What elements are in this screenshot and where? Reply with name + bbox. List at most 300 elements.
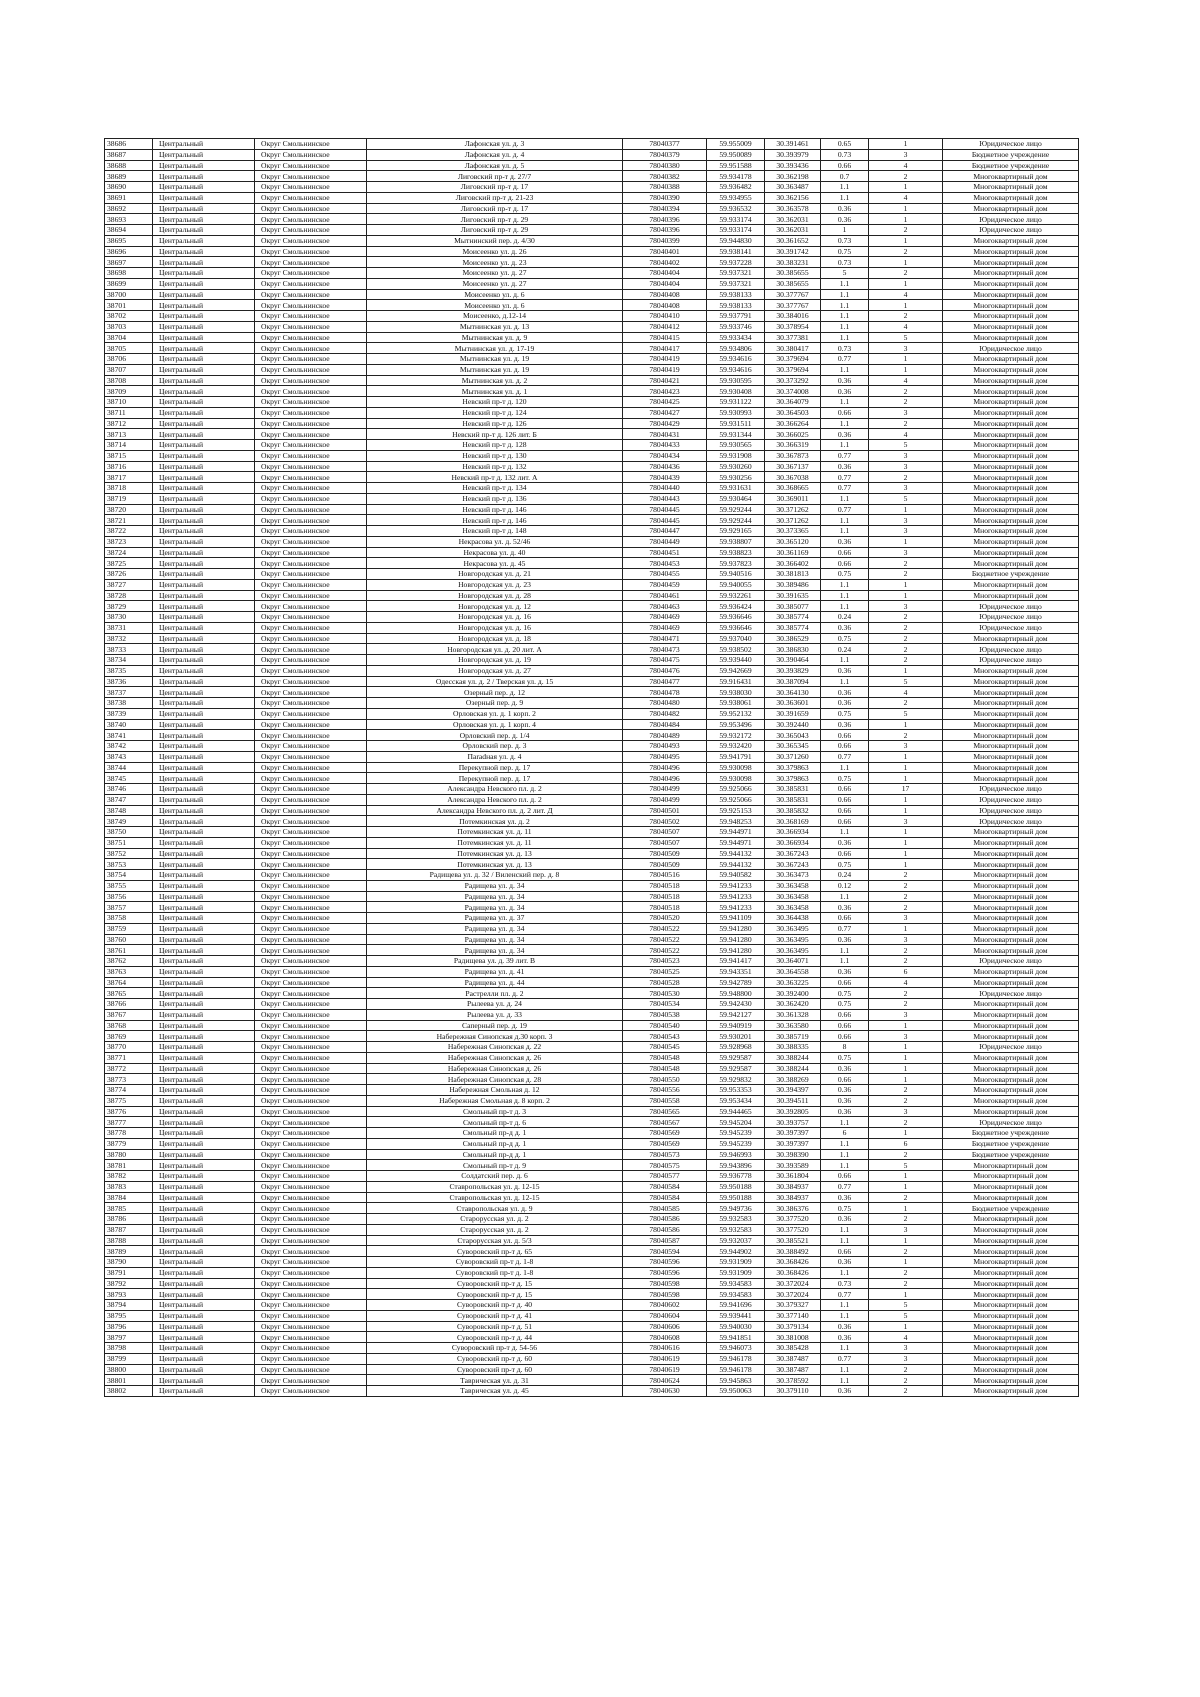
address-cell: Невский пр-т д. 136 (367, 493, 623, 504)
longitude-cell: 30.363495 (765, 923, 821, 934)
count-cell: 1 (869, 1052, 943, 1063)
record-id-cell: 38792 (105, 1278, 153, 1289)
longitude-cell: 30.366934 (765, 837, 821, 848)
type-cell: Многоквартирный дом (943, 461, 1079, 472)
type-cell: Многоквартирный дом (943, 1020, 1079, 1031)
record-id-cell: 38766 (105, 999, 153, 1010)
code-cell: 78040509 (623, 848, 707, 859)
table-row (105, 1052, 1079, 1063)
district-cell: Центральный (153, 590, 255, 601)
address-cell: Радищева ул. д. 37 (367, 913, 623, 924)
latitude-cell: 59.931908 (707, 450, 765, 461)
table-row (105, 956, 1079, 967)
record-id-cell: 38786 (105, 1214, 153, 1225)
record-id-cell: 38714 (105, 440, 153, 451)
type-cell: Многоквартирный дом (943, 687, 1079, 698)
code-cell: 78040412 (623, 321, 707, 332)
longitude-cell: 30.363495 (765, 934, 821, 945)
longitude-cell: 30.371260 (765, 751, 821, 762)
record-id-cell: 38696 (105, 246, 153, 257)
municipality-cell: Округ Смольнинское (255, 1310, 367, 1321)
municipality-cell: Округ Смольнинское (255, 1300, 367, 1311)
count-cell: 3 (869, 343, 943, 354)
municipality-cell: Округ Смольнинское (255, 1321, 367, 1332)
address-cell: Радищева ул. д. 34 (367, 923, 623, 934)
address-cell: Невский пр-т д. 130 (367, 450, 623, 461)
code-cell: 78040534 (623, 999, 707, 1010)
code-cell: 78040380 (623, 160, 707, 171)
demand-cell: 0.36 (821, 902, 869, 913)
count-cell: 3 (869, 526, 943, 537)
code-cell: 78040586 (623, 1214, 707, 1225)
demand-cell: 0.36 (821, 1257, 869, 1268)
table-row (105, 1009, 1079, 1020)
municipality-cell: Округ Смольнинское (255, 870, 367, 881)
district-cell: Центральный (153, 988, 255, 999)
latitude-cell: 59.938141 (707, 246, 765, 257)
type-cell: Многоквартирный дом (943, 1289, 1079, 1300)
longitude-cell: 30.386529 (765, 633, 821, 644)
demand-cell: 0.36 (821, 966, 869, 977)
code-cell: 78040396 (623, 225, 707, 236)
count-cell: 1 (869, 1321, 943, 1332)
district-cell: Центральный (153, 547, 255, 558)
address-cell: Александра Невского пл. д. 2 (367, 794, 623, 805)
code-cell: 78040598 (623, 1289, 707, 1300)
demand-cell: 0.75 (821, 633, 869, 644)
code-cell: 78040556 (623, 1085, 707, 1096)
type-cell: Многоквартирный дом (943, 1267, 1079, 1278)
municipality-cell: Округ Смольнинское (255, 665, 367, 676)
address-cell: Орловский пер. д. 3 (367, 741, 623, 752)
longitude-cell: 30.363458 (765, 880, 821, 891)
count-cell: 2 (869, 397, 943, 408)
district-cell: Центральный (153, 515, 255, 526)
municipality-cell: Округ Смольнинское (255, 289, 367, 300)
address-cell: Новгородская ул. д. 27 (367, 665, 623, 676)
record-id-cell: 38751 (105, 837, 153, 848)
latitude-cell: 59.936646 (707, 622, 765, 633)
demand-cell: 1.1 (821, 300, 869, 311)
longitude-cell: 30.387487 (765, 1353, 821, 1364)
code-cell: 78040478 (623, 687, 707, 698)
count-cell: 4 (869, 375, 943, 386)
type-cell: Бюджетное учреждение (943, 1138, 1079, 1149)
record-id-cell: 38743 (105, 751, 153, 762)
latitude-cell: 59.931909 (707, 1257, 765, 1268)
demand-cell: 0.66 (821, 1031, 869, 1042)
latitude-cell: 59.933746 (707, 321, 765, 332)
address-cell: Таврическая ул. д. 45 (367, 1386, 623, 1397)
count-cell: 1 (869, 504, 943, 515)
type-cell: Многоквартирный дом (943, 1063, 1079, 1074)
address-cell: Радищева ул. д. 34 (367, 945, 623, 956)
district-cell: Центральный (153, 300, 255, 311)
address-cell: Невский пр-т д. 126 (367, 418, 623, 429)
type-cell: Многоквартирный дом (943, 1310, 1079, 1321)
table-row (105, 730, 1079, 741)
count-cell: 5 (869, 493, 943, 504)
table-row (105, 1106, 1079, 1117)
count-cell: 1 (869, 837, 943, 848)
municipality-cell: Округ Смольнинское (255, 977, 367, 988)
type-cell: Многоквартирный дом (943, 1224, 1079, 1235)
demand-cell: 1.1 (821, 1310, 869, 1321)
demand-cell: 1.1 (821, 1224, 869, 1235)
record-id-cell: 38703 (105, 321, 153, 332)
count-cell: 4 (869, 321, 943, 332)
address-cell: Невский пр-т д. 120 (367, 397, 623, 408)
longitude-cell: 30.365120 (765, 536, 821, 547)
record-id-cell: 38735 (105, 665, 153, 676)
table-row (105, 558, 1079, 569)
municipality-cell: Округ Смольнинское (255, 923, 367, 934)
address-cell: Смольный пр-т д. 3 (367, 1106, 623, 1117)
district-cell: Центральный (153, 859, 255, 870)
code-cell: 78040495 (623, 751, 707, 762)
demand-cell: 1.1 (821, 418, 869, 429)
municipality-cell: Округ Смольнинское (255, 375, 367, 386)
longitude-cell: 30.379327 (765, 1300, 821, 1311)
table-row (105, 859, 1079, 870)
count-cell: 1 (869, 827, 943, 838)
latitude-cell: 59.939441 (707, 1310, 765, 1321)
table-row (105, 268, 1079, 279)
record-id-cell: 38724 (105, 547, 153, 558)
longitude-cell: 30.363458 (765, 902, 821, 913)
address-cell: Мытнинская ул. д. 2 (367, 375, 623, 386)
count-cell: 2 (869, 1085, 943, 1096)
municipality-cell: Округ Смольнинское (255, 1117, 367, 1128)
latitude-cell: 59.948800 (707, 988, 765, 999)
longitude-cell: 30.379134 (765, 1321, 821, 1332)
type-cell: Многоквартирный дом (943, 1052, 1079, 1063)
longitude-cell: 30.390464 (765, 655, 821, 666)
municipality-cell: Округ Смольнинское (255, 300, 367, 311)
demand-cell: 0.66 (821, 977, 869, 988)
type-cell: Многоквартирный дом (943, 418, 1079, 429)
record-id-cell: 38736 (105, 676, 153, 687)
address-cell: Лафонская ул. д. 3 (367, 139, 623, 150)
table-row (105, 827, 1079, 838)
record-id-cell: 38690 (105, 182, 153, 193)
address-cell: Набережная Синопская д.30 корп. 3 (367, 1031, 623, 1042)
demand-cell: 0.36 (821, 622, 869, 633)
municipality-cell: Округ Смольнинское (255, 1106, 367, 1117)
count-cell: 1 (869, 300, 943, 311)
municipality-cell: Округ Смольнинское (255, 1052, 367, 1063)
table-row (105, 311, 1079, 322)
table-row (105, 665, 1079, 676)
demand-cell: 0.75 (821, 246, 869, 257)
address-cell: Лиговский пр-т д. 29 (367, 214, 623, 225)
count-cell: 1 (869, 536, 943, 547)
demand-cell: 0.66 (821, 1020, 869, 1031)
code-cell: 78040476 (623, 665, 707, 676)
address-cell: Суворовский пр-т д. 1-8 (367, 1267, 623, 1278)
table-row (105, 483, 1079, 494)
table-row (105, 633, 1079, 644)
demand-cell: 0.66 (821, 913, 869, 924)
longitude-cell: 30.365345 (765, 741, 821, 752)
table-row (105, 1364, 1079, 1375)
longitude-cell: 30.368665 (765, 483, 821, 494)
record-id-cell: 38686 (105, 139, 153, 150)
latitude-cell: 59.929165 (707, 526, 765, 537)
code-cell: 78040496 (623, 762, 707, 773)
table-row (105, 386, 1079, 397)
demand-cell: 0.66 (821, 558, 869, 569)
longitude-cell: 30.398390 (765, 1149, 821, 1160)
demand-cell: 1.1 (821, 182, 869, 193)
record-id-cell: 38784 (105, 1192, 153, 1203)
address-cell: Суворовский пр-т д. 1-8 (367, 1257, 623, 1268)
municipality-cell: Округ Смольнинское (255, 676, 367, 687)
code-cell: 78040396 (623, 214, 707, 225)
municipality-cell: Округ Смольнинское (255, 407, 367, 418)
type-cell: Многоквартирный дом (943, 1095, 1079, 1106)
municipality-cell: Округ Смольнинское (255, 386, 367, 397)
code-cell: 78040630 (623, 1386, 707, 1397)
longitude-cell: 30.367873 (765, 450, 821, 461)
municipality-cell: Округ Смольнинское (255, 1160, 367, 1171)
record-id-cell: 38705 (105, 343, 153, 354)
count-cell: 3 (869, 1224, 943, 1235)
longitude-cell: 30.387487 (765, 1364, 821, 1375)
latitude-cell: 59.929244 (707, 515, 765, 526)
type-cell: Многоквартирный дом (943, 945, 1079, 956)
count-cell: 1 (869, 235, 943, 246)
latitude-cell: 59.944465 (707, 1106, 765, 1117)
table-row (105, 1085, 1079, 1096)
code-cell: 78040596 (623, 1257, 707, 1268)
address-cell: Невский пр-т д. 128 (367, 440, 623, 451)
district-cell: Центральный (153, 633, 255, 644)
district-cell: Центральный (153, 665, 255, 676)
table-row (105, 1063, 1079, 1074)
type-cell: Многоквартирный дом (943, 332, 1079, 343)
record-id-cell: 38750 (105, 827, 153, 838)
demand-cell: 0.24 (821, 612, 869, 623)
district-cell: Центральный (153, 1203, 255, 1214)
code-cell: 78040602 (623, 1300, 707, 1311)
code-cell: 78040548 (623, 1063, 707, 1074)
longitude-cell: 30.392805 (765, 1106, 821, 1117)
demand-cell: 0.36 (821, 1332, 869, 1343)
count-cell: 5 (869, 1300, 943, 1311)
code-cell: 78040427 (623, 407, 707, 418)
code-cell: 78040469 (623, 612, 707, 623)
type-cell: Многоквартирный дом (943, 719, 1079, 730)
type-cell: Юридическое лицо (943, 988, 1079, 999)
latitude-cell: 59.929244 (707, 504, 765, 515)
district-cell: Центральный (153, 526, 255, 537)
type-cell: Многоквартирный дом (943, 515, 1079, 526)
record-id-cell: 38768 (105, 1020, 153, 1031)
district-cell: Центральный (153, 235, 255, 246)
table-row (105, 321, 1079, 332)
district-cell: Центральный (153, 418, 255, 429)
latitude-cell: 59.929587 (707, 1052, 765, 1063)
district-cell: Центральный (153, 622, 255, 633)
municipality-cell: Округ Смольнинское (255, 1192, 367, 1203)
demand-cell: 1.1 (821, 1343, 869, 1354)
address-cell: Суворовский пр-т д. 60 (367, 1364, 623, 1375)
count-cell: 1 (869, 1289, 943, 1300)
municipality-cell: Округ Смольнинское (255, 644, 367, 655)
address-cell: Радищева ул. д. 44 (367, 977, 623, 988)
demand-cell: 0.75 (821, 773, 869, 784)
table-row (105, 1192, 1079, 1203)
longitude-cell: 30.381008 (765, 1332, 821, 1343)
count-cell: 1 (869, 1203, 943, 1214)
code-cell: 78040461 (623, 590, 707, 601)
demand-cell: 1.1 (821, 332, 869, 343)
count-cell: 2 (869, 999, 943, 1010)
municipality-cell: Округ Смольнинское (255, 913, 367, 924)
count-cell: 1 (869, 1074, 943, 1085)
longitude-cell: 30.392440 (765, 719, 821, 730)
longitude-cell: 30.377381 (765, 332, 821, 343)
latitude-cell: 59.930256 (707, 472, 765, 483)
latitude-cell: 59.929832 (707, 1074, 765, 1085)
address-cell: Невский пр-т д. 146 (367, 504, 623, 515)
latitude-cell: 59.930098 (707, 762, 765, 773)
record-id-cell: 38758 (105, 913, 153, 924)
address-cell: Суворовский пр-т д. 15 (367, 1289, 623, 1300)
latitude-cell: 59.930098 (707, 773, 765, 784)
demand-cell: 0.77 (821, 1289, 869, 1300)
latitude-cell: 59.937791 (707, 311, 765, 322)
longitude-cell: 30.384937 (765, 1192, 821, 1203)
longitude-cell: 30.366025 (765, 429, 821, 440)
table-body (105, 139, 1079, 1397)
latitude-cell: 59.916431 (707, 676, 765, 687)
municipality-cell: Округ Смольнинское (255, 332, 367, 343)
type-cell: Многоквартирный дом (943, 192, 1079, 203)
demand-cell: 1.1 (821, 493, 869, 504)
count-cell: 5 (869, 708, 943, 719)
district-cell: Центральный (153, 289, 255, 300)
count-cell: 2 (869, 880, 943, 891)
record-id-cell: 38765 (105, 988, 153, 999)
longitude-cell: 30.388335 (765, 1042, 821, 1053)
record-id-cell: 38701 (105, 300, 153, 311)
address-cell: Новгородская ул. д. 18 (367, 633, 623, 644)
longitude-cell: 30.385719 (765, 1031, 821, 1042)
district-cell: Центральный (153, 805, 255, 816)
district-cell: Центральный (153, 397, 255, 408)
longitude-cell: 30.397397 (765, 1128, 821, 1139)
district-cell: Центральный (153, 966, 255, 977)
municipality-cell: Округ Смольнинское (255, 1364, 367, 1375)
type-cell: Многоквартирный дом (943, 1074, 1079, 1085)
record-id-cell: 38687 (105, 149, 153, 160)
code-cell: 78040522 (623, 945, 707, 956)
latitude-cell: 59.941280 (707, 945, 765, 956)
code-cell: 78040569 (623, 1128, 707, 1139)
municipality-cell: Округ Смольнинское (255, 364, 367, 375)
code-cell: 78040431 (623, 429, 707, 440)
district-cell: Центральный (153, 784, 255, 795)
district-cell: Центральный (153, 1375, 255, 1386)
latitude-cell: 59.941417 (707, 956, 765, 967)
table-row (105, 493, 1079, 504)
latitude-cell: 59.925153 (707, 805, 765, 816)
municipality-cell: Округ Смольнинское (255, 182, 367, 193)
type-cell: Многоквартирный дом (943, 1386, 1079, 1397)
municipality-cell: Округ Смольнинское (255, 762, 367, 773)
latitude-cell: 59.931122 (707, 397, 765, 408)
table-row (105, 977, 1079, 988)
table-row (105, 440, 1079, 451)
table-row (105, 1300, 1079, 1311)
code-cell: 78040415 (623, 332, 707, 343)
latitude-cell: 59.936778 (707, 1171, 765, 1182)
record-id-cell: 38712 (105, 418, 153, 429)
type-cell: Многоквартирный дом (943, 311, 1079, 322)
type-cell: Многоквартирный дом (943, 762, 1079, 773)
record-id-cell: 38708 (105, 375, 153, 386)
longitude-cell: 30.377140 (765, 1310, 821, 1321)
table-row (105, 794, 1079, 805)
address-cell: Ставропольская ул. д. 12-15 (367, 1192, 623, 1203)
record-id-cell: 38761 (105, 945, 153, 956)
record-id-cell: 38742 (105, 741, 153, 752)
longitude-cell: 30.377767 (765, 300, 821, 311)
latitude-cell: 59.940919 (707, 1020, 765, 1031)
type-cell: Многоквартирный дом (943, 848, 1079, 859)
longitude-cell: 30.363495 (765, 945, 821, 956)
municipality-cell: Округ Смольнинское (255, 934, 367, 945)
record-id-cell: 38773 (105, 1074, 153, 1085)
address-cell: Моисеенко ул. д. 23 (367, 257, 623, 268)
municipality-cell: Округ Смольнинское (255, 515, 367, 526)
municipality-cell: Округ Смольнинское (255, 880, 367, 891)
district-cell: Центральный (153, 1289, 255, 1300)
demand-cell: 0.65 (821, 139, 869, 150)
longitude-cell: 30.386830 (765, 644, 821, 655)
table-row (105, 160, 1079, 171)
count-cell: 2 (869, 988, 943, 999)
latitude-cell: 59.942430 (707, 999, 765, 1010)
type-cell: Юридическое лицо (943, 601, 1079, 612)
table-row (105, 515, 1079, 526)
district-cell: Центральный (153, 698, 255, 709)
record-id-cell: 38699 (105, 278, 153, 289)
longitude-cell: 30.363473 (765, 870, 821, 881)
district-cell: Центральный (153, 1138, 255, 1149)
district-cell: Центральный (153, 644, 255, 655)
table-row (105, 1117, 1079, 1128)
longitude-cell: 30.362420 (765, 999, 821, 1010)
record-id-cell: 38694 (105, 225, 153, 236)
demand-cell: 0.77 (821, 472, 869, 483)
type-cell: Юридическое лицо (943, 816, 1079, 827)
latitude-cell: 59.938133 (707, 289, 765, 300)
record-id-cell: 38760 (105, 934, 153, 945)
count-cell: 5 (869, 440, 943, 451)
demand-cell: 1.1 (821, 192, 869, 203)
demand-cell: 0.73 (821, 1278, 869, 1289)
district-cell: Центральный (153, 311, 255, 322)
municipality-cell: Округ Смольнинское (255, 1375, 367, 1386)
municipality-cell: Округ Смольнинское (255, 246, 367, 257)
latitude-cell: 59.938823 (707, 547, 765, 558)
record-id-cell: 38711 (105, 407, 153, 418)
municipality-cell: Округ Смольнинское (255, 816, 367, 827)
count-cell: 1 (869, 848, 943, 859)
